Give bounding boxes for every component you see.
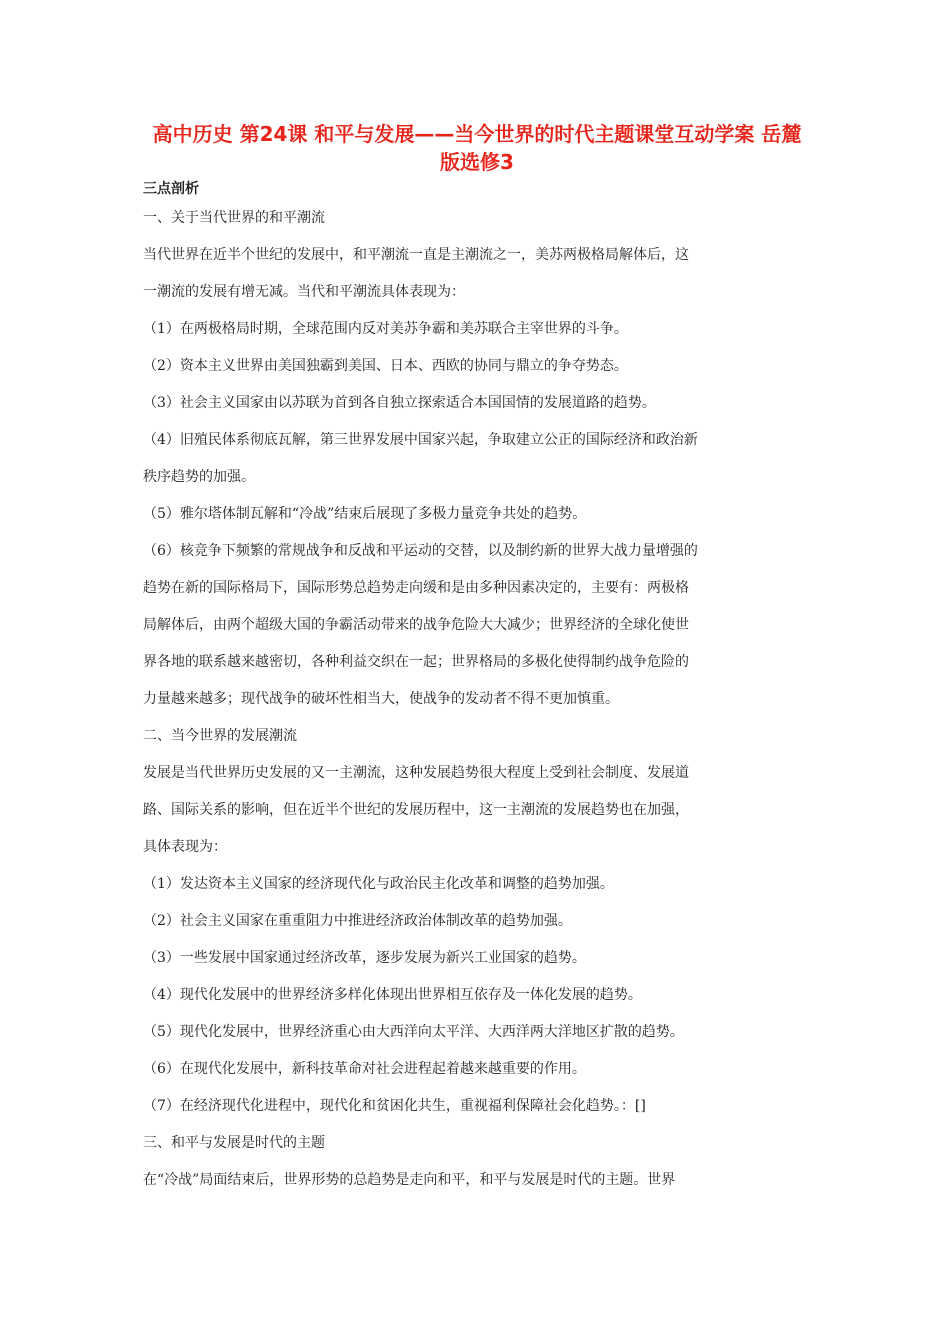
section1-item: （2）资本主义世界由美国独霸到美国、日本、西欧的协同与鼎立的争夺势态。 <box>143 358 628 374</box>
section3-intro-line1: 在“冷战”局面结束后，世界形势的总趋势是走向和平，和平与发展是时代的主题。世界 <box>143 1172 676 1188</box>
section2-intro-line3: 具体表现为： <box>143 839 227 855</box>
section1-intro-line2: 一潮流的发展有增无减。当代和平潮流具体表现为： <box>143 284 465 300</box>
subtitle: 三点剖析 <box>143 181 199 197</box>
section2-item: （4）现代化发展中的世界经济多样化体现出世界相互依存及一体化发展的趋势。 <box>143 987 642 1003</box>
section1-item: 力量越来越多；现代战争的破坏性相当大，使战争的发动者不得不更加慎重。 <box>143 691 619 707</box>
section2-item: （5）现代化发展中，世界经济重心由大西洋向太平洋、大西洋两大洋地区扩散的趋势。 <box>143 1024 684 1040</box>
document-title: 高中历史 第24课 和平与发展——当今世界的时代主题课堂互动学案 岳麓版选修3 <box>152 122 802 174</box>
section1-item: 趋势在新的国际格局下，国际形势总趋势走向缓和是由多种因素决定的，主要有：两极格 <box>143 580 689 596</box>
section1-item: （6）核竞争下频繁的常规战争和反战和平运动的交替，以及制约新的世界大战力量增强的 <box>143 543 698 559</box>
section1-heading: 一、关于当代世界的和平潮流 <box>143 210 325 226</box>
section1-item: 秩序趋势的加强。 <box>143 469 255 485</box>
section1-intro-line1: 当代世界在近半个世纪的发展中，和平潮流一直是主潮流之一，美苏两极格局解体后，这 <box>143 247 689 263</box>
document-page <box>143 120 811 1199</box>
section2-intro-line2: 路、国际关系的影响，但在近半个世纪的发展历程中，这一主潮流的发展趋势也在加强， <box>143 802 689 818</box>
section2-item: （2）社会主义国家在重重阻力中推进经济政治体制改革的趋势加强。 <box>143 913 572 929</box>
section2-item: （7）在经济现代化进程中，现代化和贫困化共生，重视福利保障社会化趋势。：[] <box>143 1098 646 1114</box>
section1-item: （3）社会主义国家由以苏联为首到各自独立探索适合本国国情的发展道路的趋势。 <box>143 395 656 411</box>
section2-item: （3）一些发展中国家通过经济改革，逐步发展为新兴工业国家的趋势。 <box>143 950 586 966</box>
section2-intro-line1: 发展是当代世界历史发展的又一主潮流，这种发展趋势很大程度上受到社会制度、发展道 <box>143 765 689 781</box>
section1-item: （1）在两极格局时期，全球范围内反对美苏争霸和美苏联合主宰世界的斗争。 <box>143 321 628 337</box>
section1-item: （5）雅尔塔体制瓦解和“冷战”结束后展现了多极力量竞争共处的趋势。 <box>143 506 587 522</box>
section2-heading: 二、当今世界的发展潮流 <box>143 728 297 744</box>
section3-heading: 三、和平与发展是时代的主题 <box>143 1135 325 1151</box>
section2-item: （1）发达资本主义国家的经济现代化与政治民主化改革和调整的趋势加强。 <box>143 876 614 892</box>
section1-item: 界各地的联系越来越密切，各种利益交织在一起；世界格局的多极化使得制约战争危险的 <box>143 654 689 670</box>
section2-item: （6）在现代化发展中，新科技革命对社会进程起着越来越重要的作用。 <box>143 1061 586 1077</box>
section1-item: （4）旧殖民体系彻底瓦解，第三世界发展中国家兴起，争取建立公正的国际经济和政治新 <box>143 432 698 448</box>
section1-item: 局解体后，由两个超级大国的争霸活动带来的战争危险大大减少；世界经济的全球化使世 <box>143 617 689 633</box>
